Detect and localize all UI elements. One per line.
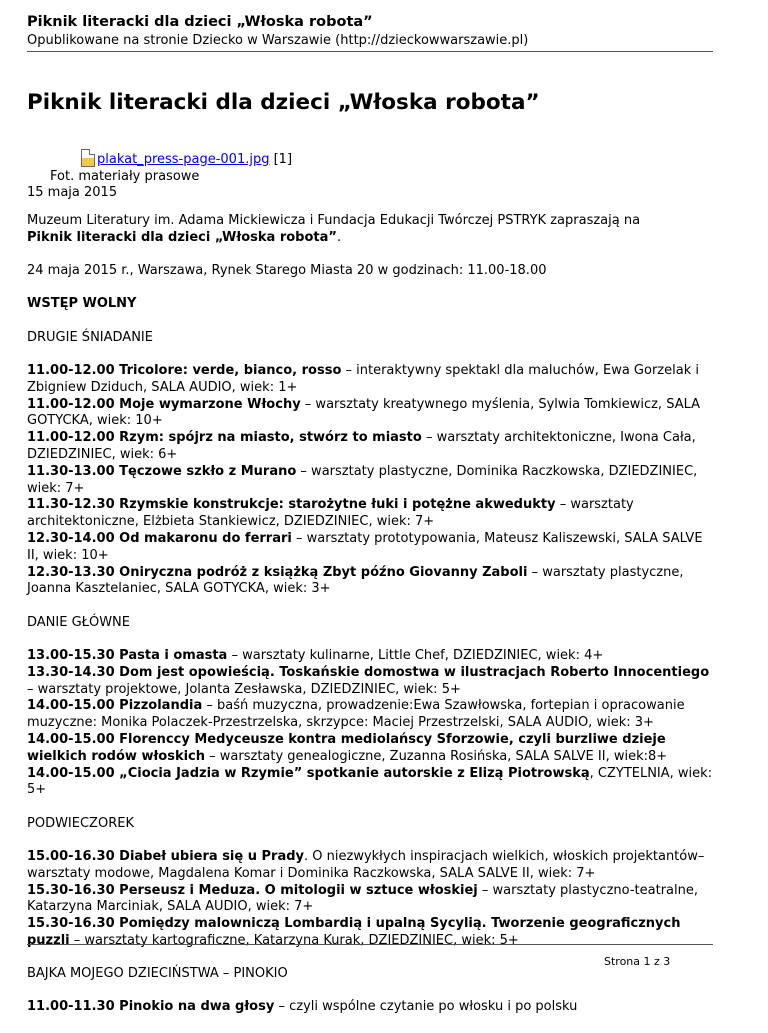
program-item-title: 11.00-12.00 Moje wymarzone Włochy: [27, 396, 301, 412]
program-sections: [27, 330, 715, 1017]
program-item-title: 12.30-14.00 Od makaronu do ferrari: [27, 530, 292, 546]
program-item-title: 14.00-15.00 Pizzolandia: [27, 698, 203, 714]
program-item: [27, 698, 685, 730]
program-item-title: 15.30-16.30 Pomiędzy malowniczą Lombardią i upalną Sycylią. Tworzenie geograficznych puzzli: [27, 916, 681, 948]
header-divider: [27, 51, 713, 52]
intro-paragraph: [27, 213, 715, 247]
program-item-details: – warsztaty prototypowania, Mateusz Kaliszewski, SALA SALVE II, wiek: 10+: [27, 530, 703, 563]
program-item-details: – baśń muzyczna, prowadzenie:Ewa Szawłowska, fortepian i opracowanie muzyczne: Monika Polaczek-Przestrzelska, skrzypce: Maciej Przestrzelski, SALA AUDIO, wiek: 3+: [27, 698, 685, 731]
program-item: [27, 849, 704, 881]
program-item: [27, 464, 697, 496]
program-item-title: 14.00-15.00 Florenccy Medyceusze kontra mediolańscy Sforzowie, czyli burzliwe dzieje wielkich rodów włoskich: [27, 731, 666, 764]
program-item: [27, 883, 698, 915]
section-heading: BAJKA MOJEGO DZIECIŃSTWA – PINOKIO: [27, 966, 288, 982]
program-item-details: – warsztaty projektowe, Jolanta Zesławska, DZIEDZINIEC, wiek: 5+: [27, 681, 461, 697]
program-item-details: – warsztaty architektoniczne, Elżbieta Stankiewicz, DZIEDZINIEC, wiek: 7+: [27, 497, 634, 530]
publish-date: 15 maja 2015: [27, 185, 118, 200]
program-item-title: 14.00-15.00 „Ciocia Jadzia w Rzymie” spotkanie autorskie z Elizą Piotrowską: [27, 765, 590, 781]
program-item: [27, 732, 667, 764]
program-item: [27, 766, 712, 798]
image-attachment: [81, 149, 292, 167]
article-title: Piknik literacki dla dzieci „Włoska robota”: [27, 90, 540, 115]
intro-event-name: Piknik literacki dla dzieci „Włoska robota”: [27, 229, 337, 245]
program-item: [27, 999, 577, 1014]
program-item-details: – warsztaty plastyczno-teatralne, Katarzyna Marciniak, SALA AUDIO, wiek: 7+: [27, 882, 698, 915]
footer-divider: [27, 944, 713, 945]
image-file-link[interactable]: plakat_press-page-001.jpg: [97, 152, 270, 167]
program-item: [27, 430, 696, 462]
program-item-details: – warsztaty kulinarne, Little Chef, DZIEDZINIEC, wiek: 4+: [227, 647, 604, 663]
program-item-details: – interaktywny spektakl dla maluchów, Ewa Gorzelak i Zbigniew Dziduch, SALA AUDIO, wiek: 1+: [27, 362, 699, 395]
program-item: [27, 648, 603, 663]
program-item-details: – warsztaty kreatywnego myślenia, Sylwia Tomkiewicz, SALA GOTYCKA, wiek: 10+: [27, 396, 701, 429]
section-heading: PODWIECZOREK: [27, 815, 134, 831]
program-item-details: – warsztaty architektoniczne, Iwona Cała, DZIEDZINIEC, wiek: 6+: [27, 430, 696, 462]
program-item: [27, 497, 634, 529]
article-body: [27, 213, 715, 1033]
program-item-title: 13.00-15.30 Pasta i omasta: [27, 647, 228, 663]
intro-text: Muzeum Literatury im. Adama Mickiewicza i Fundacja Edukacji Twórczej PSTRYK zapraszają na: [27, 213, 641, 228]
free-entry-label: WSTĘP WOLNY: [27, 296, 137, 312]
program-item: [27, 531, 703, 563]
section-items: [27, 363, 715, 598]
image-file-icon: [81, 149, 95, 167]
section-items: [27, 999, 715, 1016]
program-item-details: – warsztaty genealogiczne, Zuzanna Rosińska, SALA SALVE II, wiek:8+: [205, 748, 668, 764]
program-item: [27, 397, 700, 429]
intro-end: .: [336, 229, 342, 245]
header-published-source: Opublikowane na stronie Dziecko w Warszawie (http://dzieckowwarszawie.pl): [27, 33, 529, 48]
program-item-details: , CZYTELNIA, wiek: 5+: [27, 765, 713, 798]
program-item-title: 15.00-16.30 Diabeł ubiera się u Prady: [27, 848, 305, 864]
section-items: [27, 849, 715, 950]
program-item: [27, 565, 683, 597]
section-items: [27, 648, 715, 799]
program-item-title: 11.30-13.00 Tęczowe szkło z Murano: [27, 463, 297, 479]
program-item-details: . O niezwykłych inspiracjach wielkich, włoskich projektantów– warsztaty modowe, Magdalena Komar i Dominika Raczkowska, SALA SALVE II, wiek: 7+: [27, 848, 705, 881]
header-title: Piknik literacki dla dzieci „Włoska robota”: [27, 14, 373, 30]
program-item-details: – warsztaty plastyczne, Dominika Raczkowska, DZIEDZINIEC, wiek: 7+: [27, 463, 698, 496]
program-item-title: 11.30-12.30 Rzymskie konstrukcje: starożytne łuki i potężne akwedukty: [27, 497, 556, 513]
event-when-where: 24 maja 2015 r., Warszawa, Rynek Starego Miasta 20 w godzinach: 11.00-18.00: [27, 263, 547, 279]
program-item-title: 15.30-16.30 Perseusz i Meduza. O mitologii w sztuce włoskiej: [27, 882, 478, 898]
program-item-details: – warsztaty plastyczne, Joanna Kasztelaniec, SALA GOTYCKA, wiek: 3+: [27, 564, 684, 597]
program-item-title: 13.30-14.30 Dom jest opowieścią. Toskańskie domostwa w ilustracjach Roberto Innocentiego: [27, 664, 710, 680]
program-item-details: – czyli wspólne czytanie po włosku i po polsku: [274, 999, 578, 1015]
free-entry: [27, 296, 715, 313]
program-item-title: 11.00-12.00 Rzym: spójrz na miasto, stwórz to miasto: [27, 430, 422, 446]
program-item-title: 12.30-13.30 Oniryczna podróż z książką Zbyt późno Giovanny Zaboli: [27, 564, 528, 580]
program-item-title: 11.00-11.30 Pinokio na dwa głosy: [27, 999, 275, 1015]
program-item-details: – warsztaty kartograficzne, Katarzyna Kurak, DZIEDZINIEC, wiek: 5+: [69, 932, 519, 948]
image-reference: [1]: [273, 152, 293, 167]
section-heading: DRUGIE ŚNIADANIE: [27, 329, 153, 345]
program-item: [27, 665, 709, 697]
section-heading: DANIE GŁÓWNE: [27, 614, 130, 630]
photo-caption: Fot. materiały prasowe: [50, 169, 200, 184]
program-item: [27, 363, 699, 395]
page-number: Strona 1 z 3: [604, 955, 671, 968]
program-item-title: 11.00-12.00 Tricolore: verde, bianco, rosso: [27, 362, 342, 378]
